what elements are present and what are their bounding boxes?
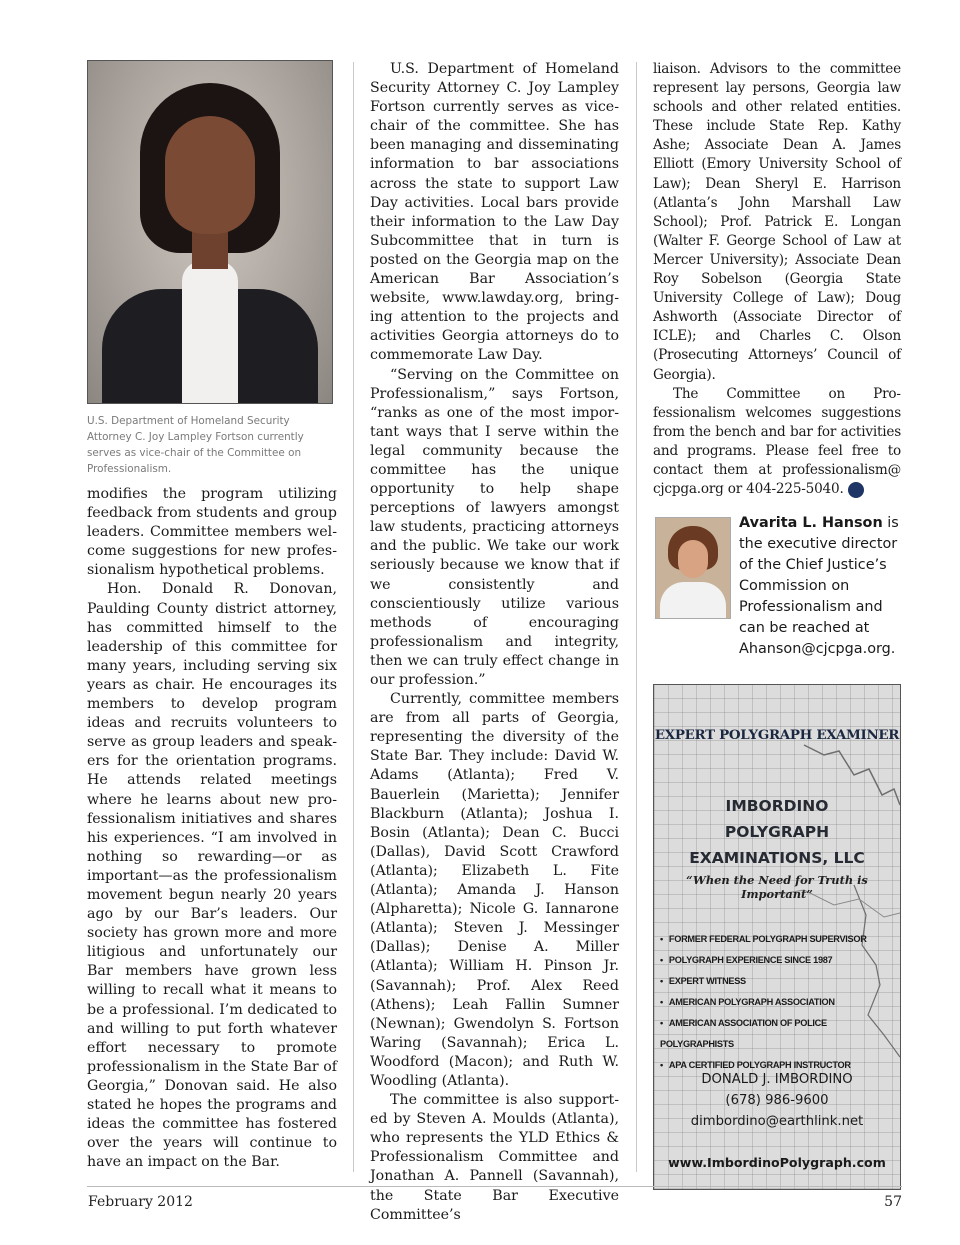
- contact-phone[interactable]: (678) 986-9600: [725, 1093, 829, 1109]
- author-box: [653, 513, 901, 660]
- paragraph: U.S. Department of Homeland Security Attorney C. Joy Lampley Fortson currently serves as vice-chair of the committee. She has been managing and disseminating information to bar associations across the state to support Law Day activities. Local bars provide their information to the Law Day Subcommittee that in turn is posted on the Georgia map on the American Bar Association’s website, www.lawday.org, bringing attention to the projects and activities Georgia attorneys do to commemorate Law Day.: [370, 61, 619, 364]
- polygraph-ad[interactable]: [653, 684, 901, 1190]
- footer-rule: [87, 1186, 902, 1187]
- footer-issue-date: February 2012: [88, 1194, 193, 1210]
- footer-page-number: 57: [884, 1194, 902, 1210]
- author-description: is the executive director of the Chief Justice’s Commission on Professionalism and can be reached at Ahanson@cjcpga.org.: [739, 515, 899, 658]
- ad-contact: [654, 1069, 900, 1132]
- credential-item: • AMERICAN POLYGRAPH ASSOCIATION: [660, 992, 900, 1013]
- fortson-photo: [87, 60, 333, 404]
- column-divider: [636, 62, 637, 1172]
- paragraph: The committee is also supported by Steven A. Moulds (Atlanta), who represents the YLD Ethics & Professionalism Committee and Jonathan A. Pannell (Savannah), the State Bar Executive Committee’s: [370, 1092, 619, 1223]
- author-name: Avarita L. Hanson: [739, 515, 883, 532]
- contact-name: DONALD J. IMBORDINO: [701, 1072, 853, 1088]
- paragraph-text: The Committee on Professionalism welcomes suggestions from the bench and bar for activities and programs. Please feel free to contact them at professionalism@ cjcpga.org or 404-225-5040.: [653, 385, 901, 498]
- company-line: EXAMINATIONS, LLC: [689, 849, 865, 868]
- company-line: POLYGRAPH: [724, 823, 830, 842]
- credential-item: • EXPERT WITNESS: [660, 971, 900, 992]
- paragraph: “Serving on the Committee on Professionalism,” says Fortson, “ranks as one of the most important ways that I serve within the legal community because the committee has the unique opportunity to help shape perceptions of lawyers amongst law students, practicing attorneys and the public. We take our work seriously because we know that if we consistently and conscientiously utilize various methods of encouraging professionalism and integrity, then we can truly effect change in our profession.”: [370, 366, 619, 688]
- ad-tagline: “When the Need for Truth is Important”: [686, 873, 868, 902]
- ad-heading: EXPERT POLYGRAPH EXAMINER: [654, 727, 900, 744]
- credential-item: • FORMER FEDERAL POLYGRAPH SUPERVISOR: [660, 929, 900, 950]
- author-photo: [655, 517, 731, 619]
- column-2: [370, 60, 619, 1225]
- credential-item: • APA CERTIFIED POLYGRAPH INSTRUCTOR: [660, 1055, 900, 1076]
- ad-company-name: [654, 793, 900, 871]
- credential-item: • AMERICAN ASSOCIATION OF POLICE POLYGRAPHISTS: [660, 1013, 900, 1055]
- photo-caption: U.S. Department of Homeland Security Attorney C. Joy Lampley Fortson currently serves as vice-chair of the Committee on Professionalism.: [87, 415, 304, 475]
- column-1: [87, 60, 337, 1172]
- paragraph: Currently, committee members are from all parts of Georgia, representing the diversity of the State Bar. They include: David W. Adams (Atlanta); Fred V. Bauerlein (Marietta); Jennifer Blackburn (Atlanta); Joshua I. Bosin (Atlanta); Dean C. Bucci (Dallas), David Scott Crawford (Atlanta); Elizabeth L. Fite (Atlanta); Amanda J. Hanson (Alpharetta); Nicole G. Iannarone (Atlanta); Steven J. Messinger (Dallas); Denise A. Miller (Atlanta); William H. Pinson Jr. (Savannah); Prof. Alex Reed (Athens); Leah Fallin Sumner (Newnan); Gwendolyn S. Fortson Waring (Savannah); Erica L. Woodford (Macon); and Ruth W. Woodling (Atlanta).: [370, 691, 619, 1089]
- paragraph: liaison. Advisors to the committee represent lay persons, Georgia law schools and other related entities. These include State Rep. Kathy Ashe; Associate Dean A. James Elliott (Emory University School of Law); Dean Sheryl E. Harrison (Atlanta’s John Marshall Law School); Prof. Patrick E. Longan (Walter F. George School of Law at Mercer University); Associate Dean Roy Sobelson (Georgia State University College of Law); Doug Ashworth (Associate Director of ICLE); and Charles C. Olson (Prosecuting Attorneys’ Council of Georgia).: [653, 61, 901, 383]
- gbj-end-icon: GBJ: [848, 482, 864, 498]
- column-3: [653, 60, 901, 1190]
- company-line: IMBORDINO: [725, 797, 829, 816]
- paragraph: modifies the program utilizing feedback from students and group leaders. Committee members welcome suggestions for new professionalism hypothetical problems.: [87, 486, 337, 579]
- paragraph: [653, 385, 901, 500]
- column-divider: [353, 62, 354, 1172]
- ad-credentials-list: [660, 929, 900, 1076]
- author-bio: [739, 513, 901, 660]
- ad-website-link[interactable]: www.ImbordinoPolygraph.com: [668, 1155, 886, 1171]
- paragraph: Hon. Donald R. Donovan, Paulding County district attorney, has committed himself to the leadership of this committee for many years, including serving six years as chair. He encourages its members to develop program ideas and recruits volunteers to serve as group leaders and speakers for the orientation programs. He attends related meetings where he learns about new professionalism initiatives and shares his experiences. “I am involved in nothing so rewarding—or as important—as the professionalism movement begun nearly 20 years ago by our Bar’s leaders. Our society has grown more and more litigious and unfortunately our Bar members have grown less willing to recall what it means to be a professional. I’m dedicated to and willing to put forth whatever effort necessary to promote professionalism in the State Bar of Georgia,” Donovan said. He also stated he hopes the programs and ideas the committee has fostered over the years will continue to have an impact on the Bar.: [87, 581, 337, 1171]
- contact-email[interactable]: dimbordino@earthlink.net: [690, 1114, 864, 1130]
- credential-item: • POLYGRAPH EXPERIENCE SINCE 1987: [660, 950, 900, 971]
